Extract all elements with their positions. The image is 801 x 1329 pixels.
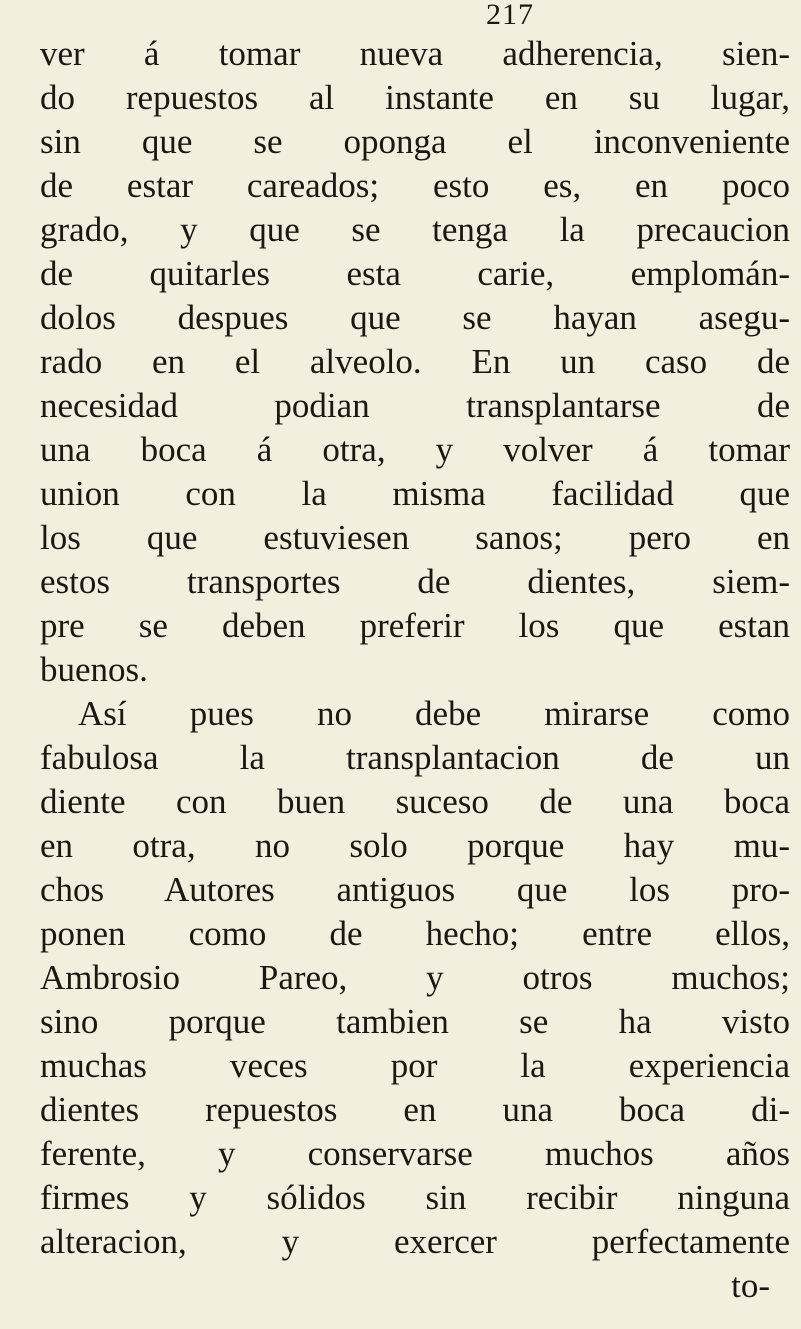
text-line: firmes y sólidos sin recibir ninguna: [40, 1178, 790, 1217]
text-line: ferente, y conservarse muchos años: [40, 1134, 790, 1173]
text-line: estos transportes de dientes, siem-: [40, 562, 790, 601]
text-line: rado en el alveolo. En un caso de: [40, 342, 790, 381]
text-line: chos Autores antiguos que los pro-: [40, 870, 790, 909]
page-body: [40, 32, 790, 1308]
text-line: Ambrosio Pareo, y otros muchos;: [40, 958, 790, 997]
text-line: necesidad podian transplantarse de: [40, 386, 790, 425]
text-line: ver á tomar nueva adherencia, sien-: [40, 34, 790, 73]
page-number: 217: [486, 0, 534, 31]
text-line: pre se deben preferir los que estan: [40, 606, 790, 645]
text-line: Así pues no debe mirarse como: [78, 694, 790, 733]
text-line: fabulosa la transplantacion de un: [40, 738, 790, 777]
text-line: en otra, no solo porque hay mu-: [40, 826, 790, 865]
text-line: sin que se oponga el inconveniente: [40, 122, 790, 161]
text-line: los que estuviesen sanos; pero en: [40, 518, 790, 557]
text-line: sino porque tambien se ha visto: [40, 1002, 790, 1041]
text-line: una boca á otra, y volver á tomar: [40, 430, 790, 469]
text-line: ponen como de hecho; entre ellos,: [40, 914, 790, 953]
text-line: to-: [731, 1266, 770, 1305]
text-line: do repuestos al instante en su lugar,: [40, 78, 790, 117]
text-line: grado, y que se tenga la precaucion: [40, 210, 790, 249]
text-line: diente con buen suceso de una boca: [40, 782, 790, 821]
text-line: union con la misma facilidad que: [40, 474, 790, 513]
text-line: muchas veces por la experiencia: [40, 1046, 790, 1085]
text-line: buenos.: [40, 650, 148, 689]
text-line: alteracion, y exercer perfectamente: [40, 1222, 790, 1261]
text-line: dolos despues que se hayan asegu-: [40, 298, 790, 337]
text-line: de quitarles esta carie, emplomán-: [40, 254, 790, 293]
text-line: de estar careados; esto es, en poco: [40, 166, 790, 205]
text-line: dientes repuestos en una boca di-: [40, 1090, 790, 1129]
